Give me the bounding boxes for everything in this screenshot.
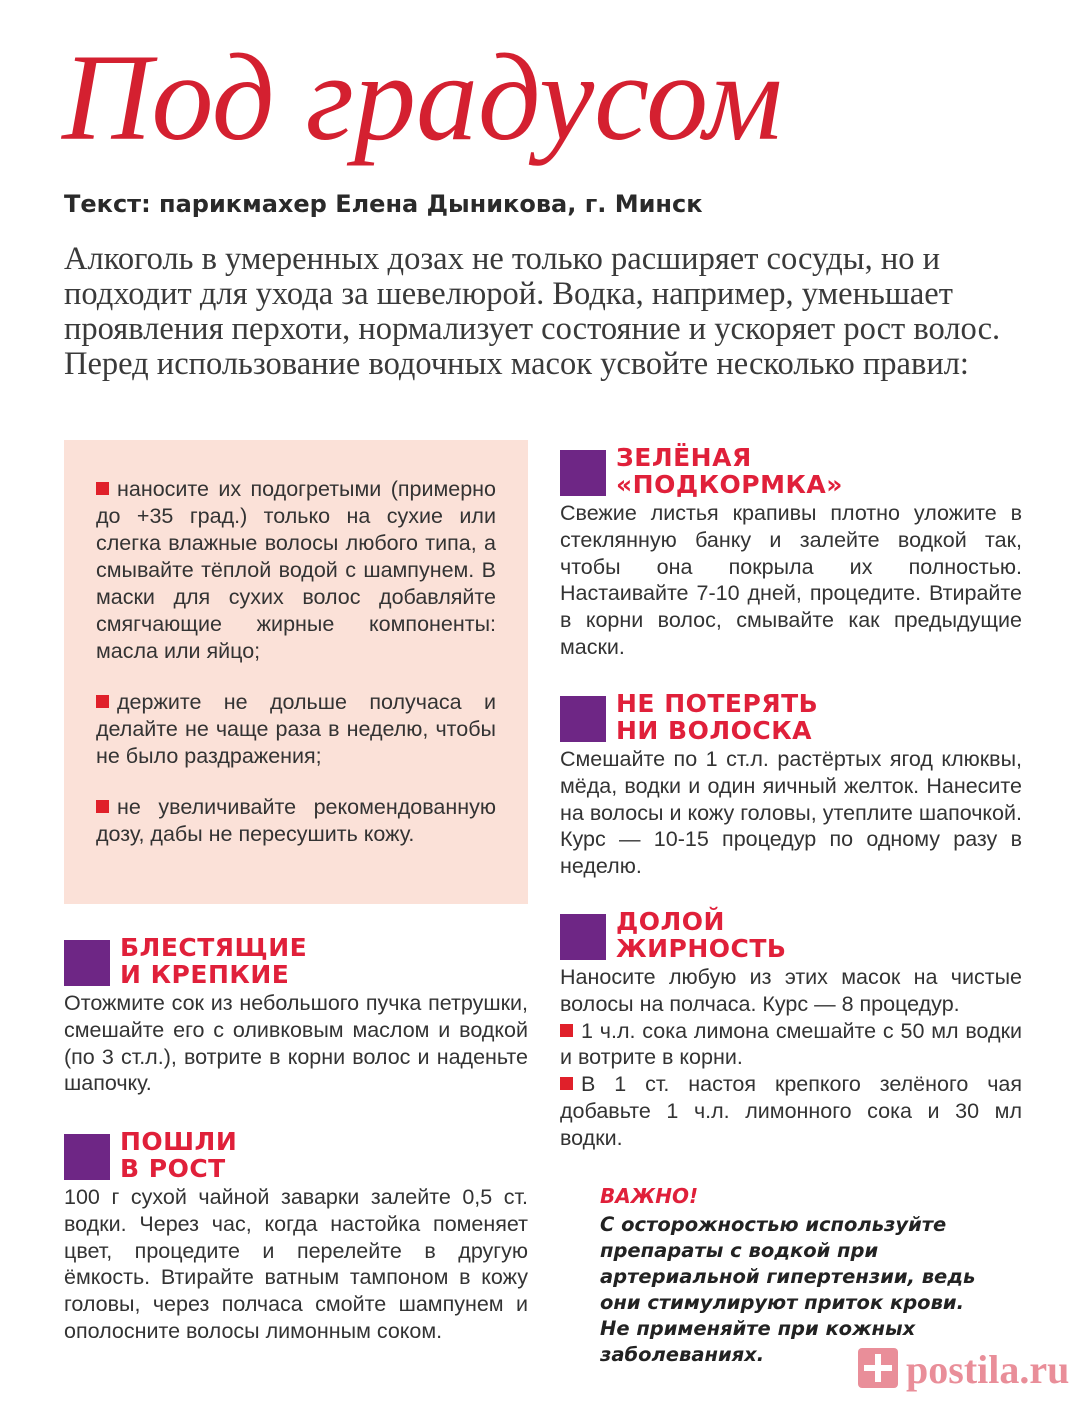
postila-logo-icon xyxy=(856,1346,900,1390)
section-header xyxy=(560,690,1022,746)
note-label: ВАЖНО! xyxy=(600,1184,699,1208)
section-keep xyxy=(560,690,1022,880)
watermark-text: postila.ru xyxy=(906,1347,1070,1392)
section-square-icon xyxy=(64,940,110,986)
section-body: Отожмите сок из небольшого пучка петрушки, смешайте его с оливковым маслом и водкой (по 3 ст.л.), вотрите в корни волос и наденьте шапочку. xyxy=(64,991,528,1096)
bullet-square-icon xyxy=(96,482,109,495)
section-square-icon xyxy=(560,696,606,742)
section-header xyxy=(64,1128,528,1184)
section-header xyxy=(560,908,1022,964)
section-title: ДОЛОЙ ЖИРНОСТЬ xyxy=(616,907,787,963)
rule-item: держите не дольше получаса и делайте не чаще раза в неделю, чтобы не было раздражения; xyxy=(96,690,496,768)
section-body: Смешайте по 1 ст.л. растёртых ягод клюквы, мёда, водки и один яичный желток. Нанесите на волосы и кожу головы, утеплите шапочкой. Курс — 10-15 процедур по одному разу в неделю. xyxy=(560,747,1022,879)
section-body: Наносите любую из этих масок на чистые волосы на полчаса. Курс — 8 процедур. xyxy=(560,965,1022,1016)
section-title: ЗЕЛЁНАЯ «ПОДКОРМКА» xyxy=(616,443,843,499)
section-oily xyxy=(560,908,1022,1152)
bullet-square-icon xyxy=(96,695,109,708)
section-square-icon xyxy=(560,450,606,496)
bullet-square-icon xyxy=(96,800,109,813)
note-body: С осторожностью используйте препараты с водкой при артериальной гипертензии, ведь они стимулируют приток крови. Не применяйте при кожных заболеваниях. xyxy=(600,1213,976,1366)
author-byline: Текст: парикмахер Елена Дыникова, г. Минск xyxy=(64,190,703,218)
rule-item: не увеличивайте рекомендованную дозу, дабы не пересушить кожу. xyxy=(96,795,496,846)
section-title: ПОШЛИ В РОСТ xyxy=(120,1127,238,1183)
rules-box xyxy=(64,440,528,904)
section-title: НЕ ПОТЕРЯТЬ НИ ВОЛОСКА xyxy=(616,689,819,745)
section-header xyxy=(64,934,528,990)
bullet-square-icon xyxy=(560,1024,573,1037)
section-shiny xyxy=(64,934,528,1097)
watermark xyxy=(856,1344,1068,1404)
page-title: Под градусом xyxy=(62,29,783,166)
section-green xyxy=(560,444,1022,661)
section-square-icon xyxy=(560,914,606,960)
section-square-icon xyxy=(64,1134,110,1180)
list-item: В 1 ст. настоя крепкого зелёного чая добавьте 1 ч.л. лимонного сока и 30 мл водки. xyxy=(560,1072,1022,1150)
intro-paragraph: Алкоголь в умеренных дозах не только расширяет сосуды, но и подходит для ухода за шевелюрой. Водка, например, уменьшает проявления перхоти, нормализует состояние и ускоряет рост волос. Перед использование водочных масок усвойте несколько правил: xyxy=(64,241,1001,382)
list-item: 1 ч.л. сока лимона смешайте с 50 мл водки и вотрите в корни. xyxy=(560,1018,1022,1070)
rule-item: наносите их подогретыми (примерно до +35 град.) только на сухие или слегка влажные волосы любого типа, а смывайте тёплой водой с шампунем. В маски для сухих волос добавляйте смягчающие жирные компоненты: масла или яйцо; xyxy=(96,477,496,663)
section-growth xyxy=(64,1128,528,1345)
section-header xyxy=(560,444,1022,500)
section-body: Свежие листья крапивы плотно уложите в стеклянную банку и залейте водкой так, чтобы она покрыла их полностью. Настаивайте 7-10 дней, процедите. Втирайте в корни волос, смывайте как предыдущие маски. xyxy=(560,501,1022,659)
section-title: БЛЕСТЯЩИЕ И КРЕПКИЕ xyxy=(120,933,308,989)
bullet-square-icon xyxy=(560,1077,573,1090)
section-body: 100 г сухой чайной заварки залейте 0,5 ст. водки. Через час, когда настойка поменяет цвет, процедите и перелейте в другую ёмкость. Втирайте ватным тампоном в кожу головы, через полчаса смойте шампунем и ополосните волосы лимонным соком. xyxy=(64,1185,528,1343)
